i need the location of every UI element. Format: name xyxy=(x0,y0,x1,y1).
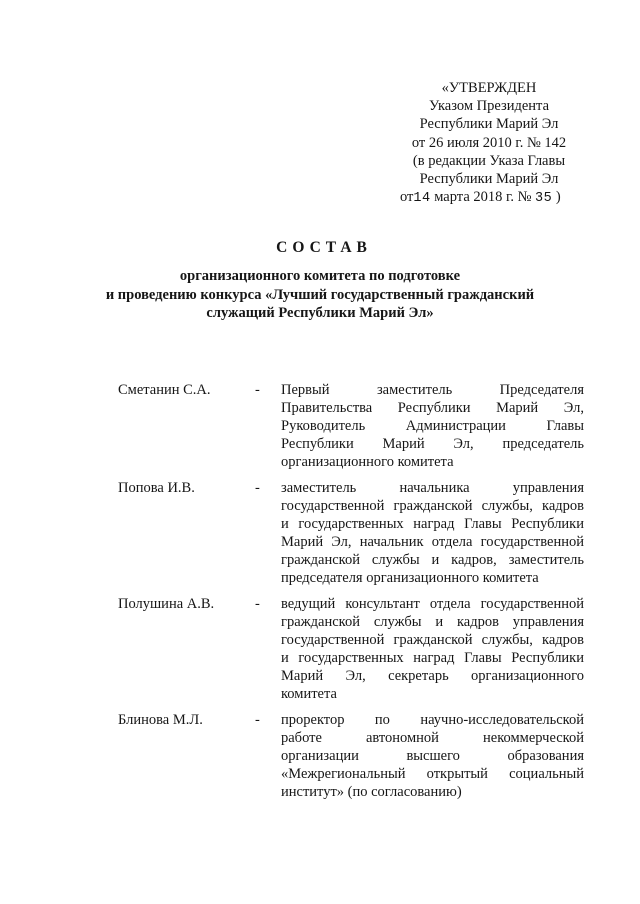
role-line: Первый заместитель Председателя xyxy=(281,382,584,398)
member-role xyxy=(281,595,584,703)
approval-line: (в редакции Указа Главы xyxy=(412,152,566,169)
approval-line: Республики Марий Эл xyxy=(419,171,559,188)
approval-date-suffix: ) xyxy=(552,189,561,206)
role-line: комитета xyxy=(281,686,337,702)
approval-stamp xyxy=(398,79,580,208)
role-line: организации высшего образования xyxy=(281,748,584,764)
role-line: и государственных наград Главы Республики xyxy=(281,650,584,666)
role-line: институт» (по согласованию) xyxy=(281,784,462,800)
member-dash: - xyxy=(255,712,260,728)
document-title: СОСТАВ xyxy=(276,239,372,256)
role-line: Руководитель Администрации Главы xyxy=(281,418,584,434)
member-name: Полушина А.В. xyxy=(118,596,215,612)
member-role xyxy=(281,381,584,471)
approval-date-prefix: от xyxy=(400,189,414,206)
subtitle-line: и проведению конкурса «Лучший государственный гражданский xyxy=(105,286,535,303)
role-line: Марий Эл, секретарь организационного xyxy=(281,668,584,684)
approval-date-day: 14 xyxy=(413,191,431,207)
member-name: Попова И.В. xyxy=(118,480,195,496)
role-line: ведущий консультант отдела государственной xyxy=(281,596,584,612)
subtitle-line: служащий Республики Марий Эл» xyxy=(206,305,434,321)
approval-line: Указом Президента xyxy=(428,98,549,115)
approval-line: «УТВЕРЖДЕН xyxy=(441,80,537,96)
role-line: проректор по научно-исследовательской xyxy=(281,712,584,728)
role-line: гражданской службы и кадров, заместитель xyxy=(281,552,584,568)
approval-date-middle: марта 2018 г. № xyxy=(430,189,536,206)
role-line: Правительства Республики Марий Эл, xyxy=(281,400,584,416)
role-line: гражданской службы и кадров управления xyxy=(281,614,584,630)
role-line: Марий Эл, начальник отдела государственной xyxy=(281,534,584,550)
approval-line: от 26 июля 2010 г. № 142 xyxy=(411,134,567,151)
approval-line: Республики Марий Эл xyxy=(419,116,559,133)
role-line: председателя организационного комитета xyxy=(281,570,539,586)
role-line: Республики Марий Эл, председатель xyxy=(281,436,584,452)
approval-date-line xyxy=(398,188,580,208)
member-role xyxy=(281,711,584,801)
member-name: Сметанин С.А. xyxy=(118,382,211,398)
role-line: заместитель начальника управления xyxy=(281,480,584,496)
member-dash: - xyxy=(255,382,260,398)
role-line: организационного комитета xyxy=(281,454,454,470)
role-line: и государственных наград Главы Республики xyxy=(281,516,584,532)
subtitle-line: организационного комитета по подготовке xyxy=(179,268,461,284)
document-subtitle xyxy=(0,267,640,323)
role-line: «Межрегиональный открытый социальный xyxy=(281,766,584,782)
member-dash: - xyxy=(255,596,260,612)
role-line: государственной гражданской службы, кадров xyxy=(281,632,584,648)
member-role xyxy=(281,479,584,587)
role-line: работе автономной некоммерческой xyxy=(281,730,584,746)
member-dash: - xyxy=(255,480,260,496)
approval-date-number: 35 xyxy=(535,191,553,207)
member-name: Блинова М.Л. xyxy=(118,712,203,728)
role-line: государственной гражданской службы, кадров xyxy=(281,498,584,514)
